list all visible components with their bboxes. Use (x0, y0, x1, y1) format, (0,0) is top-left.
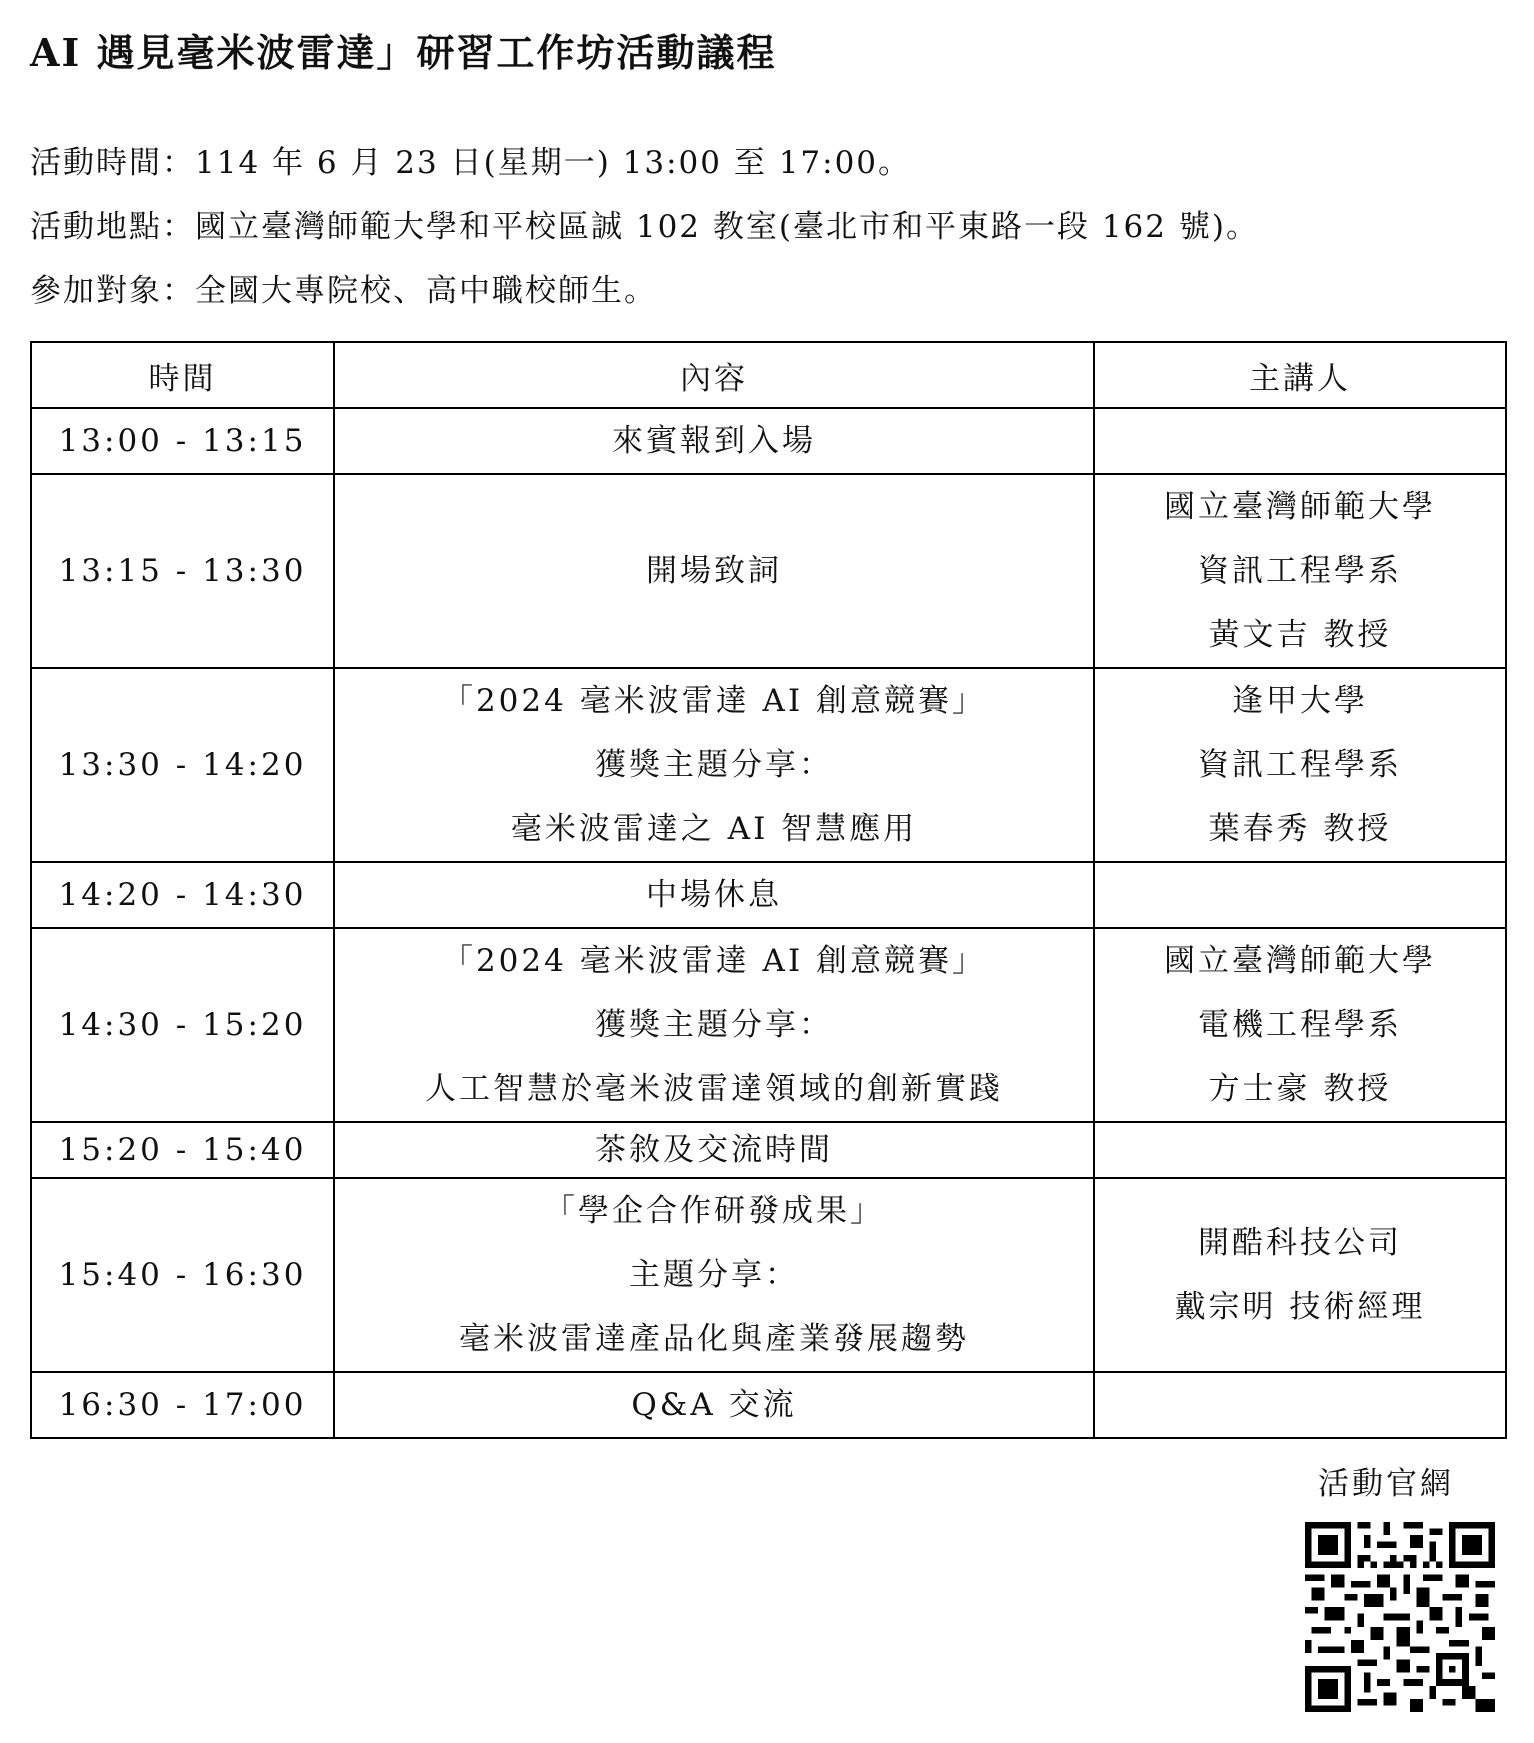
speaker-line: 資訊工程學系 (1198, 553, 1402, 589)
cell-time: 13:00 - 13:15 (31, 408, 334, 474)
cell-content (334, 668, 1094, 862)
cell-time: 13:15 - 13:30 (31, 474, 334, 668)
content-line: 茶敘及交流時間 (595, 1132, 833, 1168)
cell-time: 15:20 - 15:40 (31, 1122, 334, 1178)
agenda-table (30, 341, 1507, 1439)
cell-speaker (1094, 408, 1506, 474)
cell-content (334, 928, 1094, 1122)
cell-time: 13:30 - 14:20 (31, 668, 334, 862)
speaker-line: 葉春秀 教授 (1208, 811, 1392, 847)
speaker-line: 逢甲大學 (1232, 683, 1368, 719)
table-row (31, 1372, 1506, 1438)
table-row (31, 668, 1506, 862)
event-audience: 參加對象：全國大專院校、高中職校師生。 (30, 273, 657, 309)
content-line: 「學企合作研發成果」 (544, 1193, 884, 1229)
page-title: AI 遇見毫米波雷達」研習工作坊活動議程 (30, 30, 777, 75)
cell-speaker (1094, 928, 1506, 1122)
cell-content (334, 1372, 1094, 1438)
table-row (31, 862, 1506, 928)
speaker-line: 戴宗明 技術經理 (1174, 1289, 1426, 1325)
cell-content (334, 1122, 1094, 1178)
speaker-line: 方士豪 教授 (1208, 1071, 1392, 1107)
event-time: 活動時間：114 年 6 月 23 日(星期一) 13:00 至 17:00。 (30, 145, 912, 181)
speaker-line: 電機工程學系 (1198, 1007, 1402, 1043)
content-line: 人工智慧於毫米波雷達領域的創新實踐 (425, 1071, 1003, 1107)
cell-time: 14:20 - 14:30 (31, 862, 334, 928)
cell-speaker (1094, 668, 1506, 862)
cell-speaker (1094, 862, 1506, 928)
content-line: 來賓報到入場 (612, 423, 816, 459)
cell-content (334, 408, 1094, 474)
speaker-line: 國立臺灣師範大學 (1164, 489, 1436, 525)
qr-code-icon[interactable] (1305, 1522, 1495, 1712)
content-line: 中場休息 (646, 877, 782, 913)
speaker-line: 黃文吉 教授 (1208, 617, 1392, 653)
content-line: 主題分享： (629, 1257, 799, 1293)
content-line: 毫米波雷達產品化與產業發展趨勢 (459, 1321, 969, 1357)
content-line: 開場致詞 (646, 553, 782, 589)
content-line: Q&A 交流 (631, 1387, 797, 1423)
content-line: 獲獎主題分享： (595, 1007, 833, 1043)
speaker-line: 國立臺灣師範大學 (1164, 943, 1436, 979)
cell-time: 15:40 - 16:30 (31, 1178, 334, 1372)
content-line: 「2024 毫米波雷達 AI 創意競賽」 (441, 683, 987, 719)
table-row (31, 1178, 1506, 1372)
cell-content (334, 474, 1094, 668)
content-line: 獲獎主題分享： (595, 747, 833, 783)
cell-speaker (1094, 1372, 1506, 1438)
header-content: 內容 (334, 342, 1094, 408)
cell-time: 14:30 - 15:20 (31, 928, 334, 1122)
table-row (31, 1122, 1506, 1178)
table-header-row (31, 342, 1506, 408)
cell-content (334, 862, 1094, 928)
header-time: 時間 (31, 342, 334, 408)
cell-speaker (1094, 474, 1506, 668)
content-line: 「2024 毫米波雷達 AI 創意競賽」 (441, 943, 987, 979)
cell-speaker (1094, 1178, 1506, 1372)
cell-speaker (1094, 1122, 1506, 1178)
header-speaker: 主講人 (1094, 342, 1506, 408)
table-row (31, 408, 1506, 474)
speaker-line: 開酷科技公司 (1198, 1225, 1402, 1261)
table-row (31, 928, 1506, 1122)
content-line: 毫米波雷達之 AI 智慧應用 (510, 811, 918, 847)
table-row (31, 474, 1506, 668)
speaker-line: 資訊工程學系 (1198, 747, 1402, 783)
qr-label: 活動官網 (1318, 1466, 1454, 1502)
cell-time: 16:30 - 17:00 (31, 1372, 334, 1438)
cell-content (334, 1178, 1094, 1372)
event-place: 活動地點：國立臺灣師範大學和平校區誠 102 教室(臺北市和平東路一段 162 號)。 (30, 209, 1259, 245)
